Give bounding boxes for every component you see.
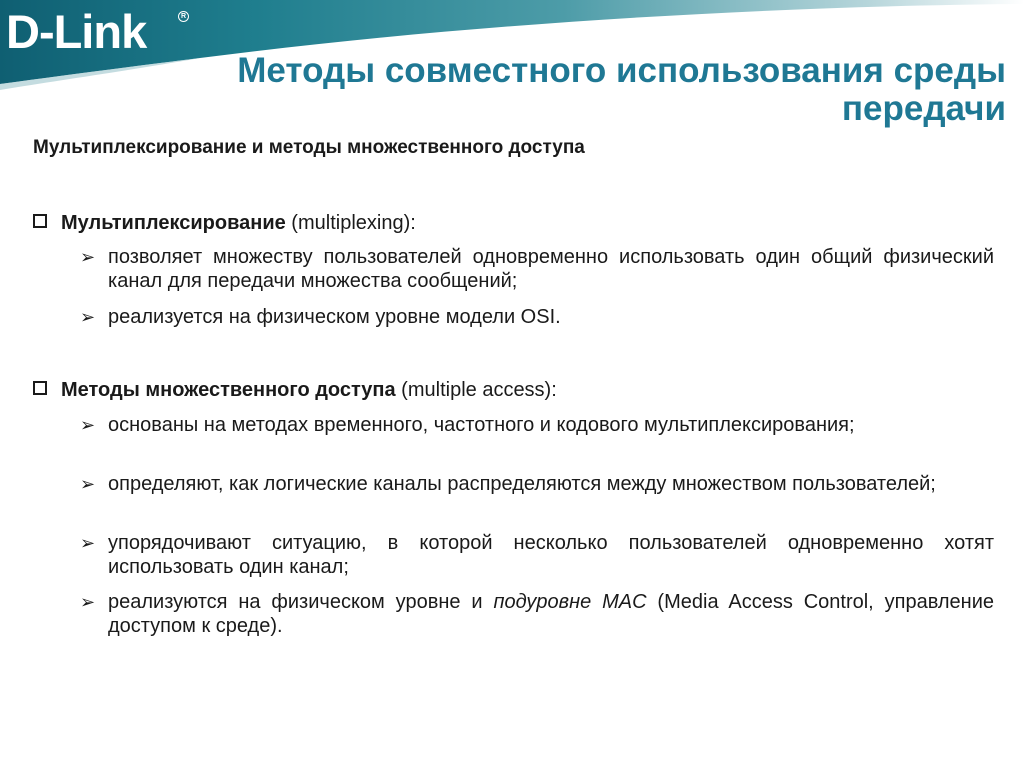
list-item — [80, 531, 994, 579]
list-item — [80, 305, 994, 329]
section-multiplexing — [33, 211, 416, 235]
italic-term: подуровне MAC — [493, 591, 647, 613]
list-item — [80, 590, 994, 638]
section-term: Мультиплексирование — [61, 212, 286, 234]
list-item — [80, 472, 994, 496]
text-part: реализуются на физическом уровне и — [108, 591, 494, 613]
list-item-text: основаны на методах временного, частотного и кодового мультиплексирования; — [108, 414, 855, 436]
arrow-bullet-icon: ➢ — [80, 415, 96, 435]
arrow-bullet-icon: ➢ — [80, 474, 96, 494]
arrow-bullet-icon: ➢ — [80, 592, 96, 612]
section-term-note: (multiple access): — [395, 379, 557, 401]
slide-subtitle: Мультиплексирование и методы множественного доступа — [33, 137, 585, 158]
section-term: Методы множественного доступа — [61, 379, 396, 401]
list-item — [80, 245, 994, 293]
list-item-text: определяют, как логические каналы распределяются между множеством пользователей; — [108, 473, 936, 495]
section-multiple-access — [33, 378, 557, 402]
arrow-bullet-icon: ➢ — [80, 307, 96, 327]
checkbox-bullet-icon — [33, 214, 47, 228]
list-item-text: упорядочивают ситуацию, в которой несколько пользователей одновременно хотят использовать один канал; — [108, 532, 994, 578]
d-link-logo: D-Link — [6, 5, 147, 58]
arrow-bullet-icon: ➢ — [80, 247, 96, 267]
text-part: (Media Access Control, управление доступом к среде). — [108, 591, 994, 637]
section-term-note: (multiplexing): — [285, 212, 416, 234]
page-title: Методы совместного использования среды передачи — [237, 51, 1006, 128]
checkbox-bullet-icon — [33, 381, 47, 395]
list-item-text — [108, 590, 994, 638]
list-item — [80, 413, 994, 437]
list-item-text: реализуется на физическом уровне модели OSI. — [108, 306, 561, 328]
list-item-text: позволяет множеству пользователей одновременно использовать один общий физический канал для передачи множества сообщений; — [108, 246, 994, 292]
registered-mark: R — [178, 11, 189, 22]
arrow-bullet-icon: ➢ — [80, 533, 96, 553]
